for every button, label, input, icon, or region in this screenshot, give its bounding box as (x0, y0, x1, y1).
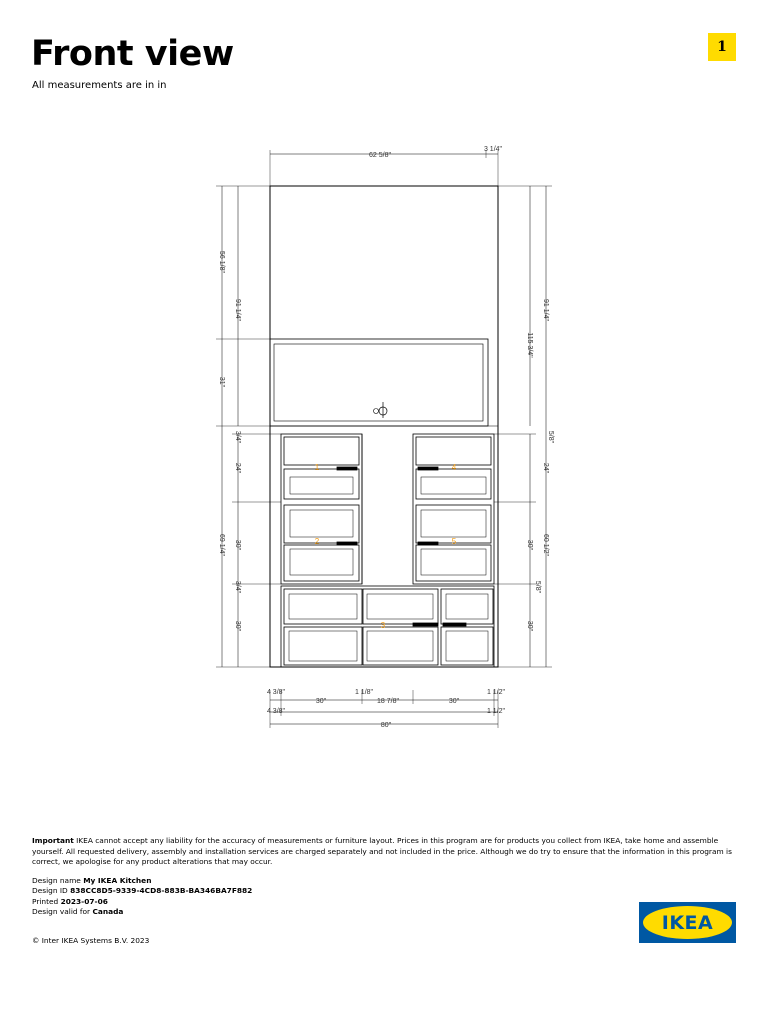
ikea-logo (639, 902, 736, 943)
dim-bottom-r1-f: 1 1/2" (486, 689, 506, 696)
left-cabinet (281, 434, 362, 584)
page-title: Front view (31, 34, 234, 74)
design-meta (32, 876, 252, 917)
printed-date: 2023-07-06 (60, 896, 108, 906)
base-cabinets (281, 586, 494, 667)
cabinet-number-3: 3 (380, 621, 386, 630)
dim-top-width: 62 5/8" (369, 152, 391, 159)
dim-left-1: 56 1/8" (218, 251, 225, 273)
cabinet-number-2: 2 (314, 537, 320, 546)
valid-country: Canada (92, 906, 124, 916)
dim-bottom-r1-a: 4 3/8" (266, 689, 286, 696)
dim-right-6: 60 1/2" (542, 534, 549, 556)
dim-right-7: 5/8" (534, 580, 541, 594)
copyright: © Inter IKEA Systems B.V. 2023 (32, 936, 150, 945)
right-cabinet (413, 434, 494, 584)
dim-right-5: 30" (526, 539, 533, 551)
dim-right-8: 30" (526, 620, 533, 632)
important-disclaimer (32, 836, 732, 868)
dim-right-1: 91 1/4" (542, 299, 549, 321)
dim-left-3: 31" (218, 376, 225, 388)
dim-left-2: 91 1/4" (234, 299, 241, 321)
dim-left-8: 3/4" (234, 580, 241, 594)
dim-right-2: 115 3/4" (526, 332, 533, 358)
page-number-badge: 1 (708, 33, 736, 61)
design-id-row: Design ID 838CC8D5-9339-4CD8-883B-BA346BA7F882 (32, 886, 253, 896)
dim-right-3: 5/8" (547, 430, 554, 444)
dim-bottom-total: 80" (380, 722, 392, 729)
important-text: IKEA cannot accept any liability for the accuracy of measurements or furniture layout. Prices in this program are for products you collect from IKEA, take home and assemble yourself. All requested delivery, assembly and installation services are charged separately and not included in the price. Although we do try to ensure that the information in this program is correct, we apologise for any product alterations that may occur. (32, 836, 732, 867)
cabinet-number-4: 4 (451, 463, 457, 472)
dim-bottom-r1-b: 30" (315, 698, 327, 705)
dim-left-5: 24" (234, 462, 241, 474)
dim-left-7: 69 1/4" (218, 534, 225, 556)
dim-bottom-r2-a: 4 3/8" (266, 708, 286, 715)
dim-bottom-r1-c: 1 1/8" (354, 689, 374, 696)
valid-row: Design valid for Canada (32, 906, 124, 916)
cabinet-number-1: 1 (314, 463, 320, 472)
dim-bottom-r1-d: 18 7/8" (377, 698, 399, 705)
hood-panel (270, 339, 488, 426)
dim-right-4: 24" (542, 462, 549, 474)
cabinet-number-5: 5 (451, 537, 457, 546)
dim-bottom-r1-e: 30" (448, 698, 460, 705)
design-name-row: Design name My IKEA Kitchen (32, 876, 152, 885)
dim-left-9: 30" (234, 620, 241, 632)
design-id: 838CC8D5-9339-4CD8-883B-BA346BA7F882 (70, 886, 253, 896)
printed-row: Printed 2023-07-06 (32, 896, 108, 906)
dim-left-4: 3/4" (234, 430, 241, 444)
dim-left-6: 30" (234, 539, 241, 551)
design-name: My IKEA Kitchen (83, 876, 152, 885)
wall-outline (270, 186, 498, 667)
dim-top-right: 3 1/4" (483, 146, 503, 153)
measurement-units-note: All measurements are in in (32, 80, 167, 91)
ikea-logo-text: IKEA (661, 911, 714, 934)
important-label: Important (32, 836, 74, 845)
dim-bottom-r2-b: 1 1/2" (486, 708, 506, 715)
